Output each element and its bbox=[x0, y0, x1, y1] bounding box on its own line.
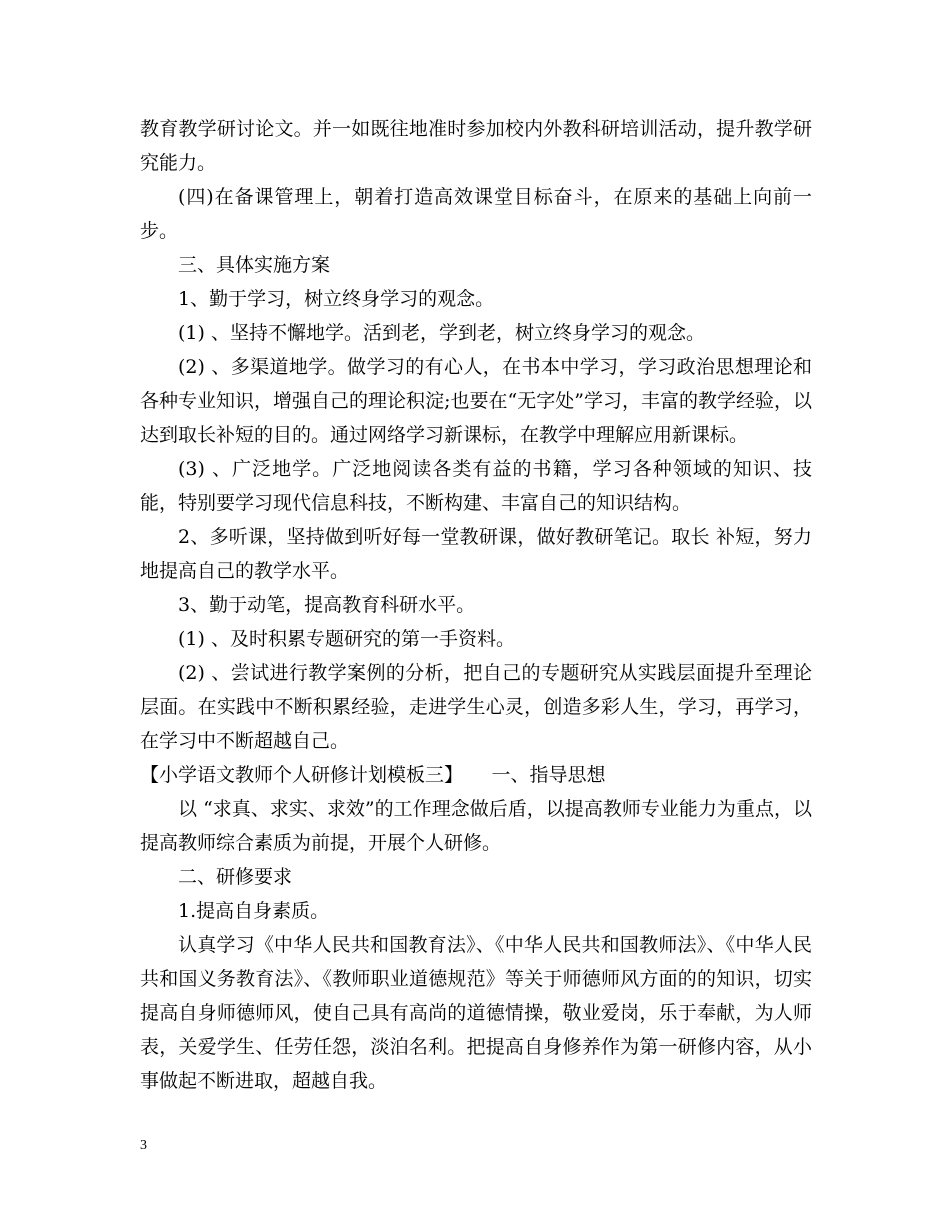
paragraph: (3) 、广泛地学。广泛地阅读各类有益的书籍，学习各种领域的知识、技能，特别要学习现代信息科技，不断构建、丰富自己的知识结构。 bbox=[140, 458, 812, 514]
page-number: 3 bbox=[140, 1138, 147, 1153]
paragraph: (1) 、及时积累专题研究的第一手资料。 bbox=[178, 628, 515, 650]
paragraph: 1.提高自身素质。 bbox=[178, 900, 330, 922]
section-heading: 三、具体实施方案 bbox=[178, 254, 331, 276]
paragraph: (2) 、多渠道地学。做学习的有心人，在书本中学习，学习政治思想理论和各种专业知识，增强自己的理论积淀;也要在“无字处”学习，丰富的教学经验，以达到取长补短的目的。通过网络学习新课标，在教学中理解应用新课标。 bbox=[140, 356, 812, 446]
paragraph: 2、多听课，坚持做到听好每一堂教研课，做好教研笔记。取长 补短，努力地提高自己的教学水平。 bbox=[140, 526, 812, 582]
paragraph: 3、勤于动笔，提高教育科研水平。 bbox=[178, 594, 476, 616]
paragraph: (四)在备课管理上，朝着打造高效课堂目标奋斗，在原来的基础上向前一步。 bbox=[140, 186, 812, 242]
paragraph: 以 “求真、求实、求效”的工作理念做后盾，以提高教师专业能力为重点，以提高教师综合素质为前提，开展个人研修。 bbox=[140, 798, 812, 854]
document-body bbox=[140, 112, 812, 1098]
template-heading: 【小学语文教师个人研修计划模板三】 一、指导思想 bbox=[140, 764, 606, 786]
paragraph: 教育教学研讨论文。并一如既往地准时参加校内外教科研培训活动，提升教学研究能力。 bbox=[140, 118, 812, 174]
paragraph: 1、勤于学习，树立终身学习的观念。 bbox=[178, 288, 495, 310]
paragraph: (2) 、尝试进行教学案例的分析，把自己的专题研究从实践层面提升至理论层面。在实践中不断积累经验，走进学生心灵，创造多彩人生，学习，再学习，在学习中不断超越自己。 bbox=[140, 662, 812, 752]
paragraph: (1) 、坚持不懈地学。活到老，学到老，树立终身学习的观念。 bbox=[178, 322, 705, 344]
section-heading: 二、研修要求 bbox=[178, 866, 293, 888]
paragraph: 认真学习《中华人民共和国教育法》、《中华人民共和国教师法》、《中华人民共和国义务教育法》、《教师职业道德规范》等关于师德师风方面的的知识，切实提高自身师德师风，使自己具有高尚的道德情操，敬业爱岗，乐于奉献，为人师表，关爱学生、任劳任怨，淡泊名利。把提高自身修养作为第一研修内容，从小事做起不断进取，超越自我。 bbox=[140, 934, 812, 1092]
